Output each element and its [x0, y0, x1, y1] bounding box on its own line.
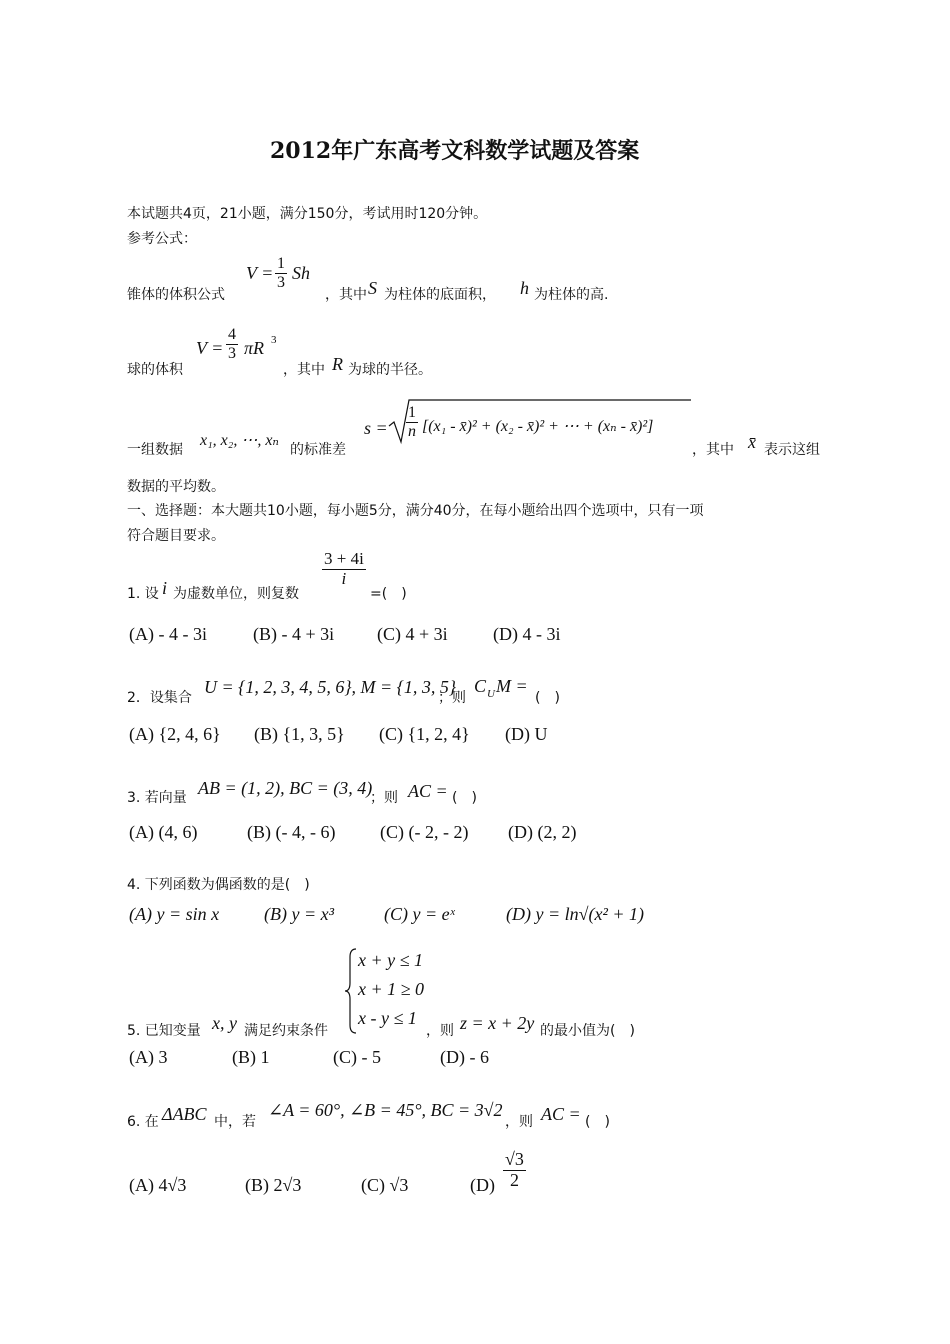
- q1-text-b: 为虚数单位，则复数: [173, 586, 299, 602]
- q5-text-a: 5. 已知变量: [127, 1023, 201, 1039]
- q6-ac: AC =: [541, 1104, 581, 1124]
- q5-text-d: 的最小值为( ): [540, 1023, 635, 1039]
- q3-ac: AC =: [408, 781, 448, 801]
- q6-text-c: ，则: [505, 1114, 533, 1130]
- cone-den: 3: [277, 273, 285, 291]
- q6-option-b[interactable]: (B) 2√3: [245, 1175, 302, 1195]
- cone-text-1: ，其中: [325, 287, 367, 303]
- q5-objective: z = x + 2y: [460, 1013, 535, 1033]
- q3-text-c: ( ): [452, 790, 477, 806]
- q6-optd-num: √3: [505, 1149, 524, 1169]
- page-title: 2012年广东高考文科数学试题及答案: [270, 138, 640, 164]
- q1-text-a: 1. 设: [127, 586, 159, 602]
- sphere-text-2: 为球的半径。: [348, 362, 432, 378]
- q5-option-a[interactable]: (A) 3: [129, 1047, 168, 1067]
- q6-conditions: ∠A = 60°, ∠B = 45°, BC = 3√2: [268, 1100, 503, 1120]
- section1-line1: 一、选择题：本大题共10小题，每小题5分，满分40分，在每小题给出四个选项中，只有一项: [127, 503, 704, 519]
- q5-brace: [344, 947, 358, 1035]
- sphere-text-1: ，其中: [283, 362, 325, 378]
- q6-option-d-fraction[interactable]: [503, 1150, 526, 1191]
- q6-optd-den: 2: [509, 1169, 519, 1190]
- q2-sub: U: [487, 688, 495, 700]
- q4-option-b[interactable]: (B) y = x³: [264, 904, 335, 924]
- stddev-data: x₁, x₂, ⋯, xₙ: [200, 432, 279, 449]
- q4-text: 4. 下列函数为偶函数的是( ): [127, 877, 310, 893]
- q3-option-b[interactable]: (B) (- 4, - 6): [247, 822, 336, 842]
- q6-option-d-label[interactable]: (D): [470, 1175, 495, 1195]
- cone-label: 锥体的体积公式: [127, 287, 225, 303]
- stddev-label: 一组数据: [127, 442, 183, 458]
- stddev-den: n: [408, 422, 416, 440]
- stddev-fraction: [406, 404, 418, 440]
- sphere-formula-lhs: V =: [196, 338, 224, 358]
- q5-constraint-1: x + y ≤ 1: [358, 950, 424, 970]
- q1-option-b[interactable]: (B) - 4 + 3i: [253, 624, 335, 644]
- stddev-num: 1: [408, 404, 416, 421]
- cone-fraction: [275, 255, 287, 291]
- q2-comp-rest: M =: [496, 676, 528, 696]
- q6-triangle: ΔABC: [162, 1104, 207, 1124]
- q1-den: i: [341, 568, 347, 588]
- q5-text-c: ，则: [426, 1023, 454, 1039]
- sphere-formula-rhs: πR: [244, 338, 265, 358]
- q2-option-d[interactable]: (D) U: [505, 724, 548, 744]
- q2-text-c: ( ): [535, 690, 560, 706]
- sphere-den: 3: [228, 344, 236, 362]
- q6-text-b: 中，若: [214, 1114, 256, 1130]
- cone-S: S: [368, 278, 377, 298]
- cone-formula-lhs: V =: [246, 263, 274, 283]
- reference-label: 参考公式：: [127, 231, 197, 247]
- q4-option-c[interactable]: (C) y = eˣ: [384, 904, 455, 924]
- cone-h: h: [520, 278, 529, 298]
- q2-text-a: 2．设集合: [127, 690, 192, 706]
- q3-text-a: 3. 若向量: [127, 790, 187, 806]
- q5-option-b[interactable]: (B) 1: [232, 1047, 270, 1067]
- q4-option-d[interactable]: (D) y = ln√(x² + 1): [506, 904, 645, 924]
- q2-option-b[interactable]: (B) {1, 3, 5}: [254, 724, 345, 744]
- cone-text-2: 为柱体的底面积，: [384, 287, 496, 303]
- cone-formula-rhs: Sh: [292, 263, 310, 283]
- q2-option-c[interactable]: (C) {1, 2, 4}: [379, 724, 470, 744]
- q1-option-d[interactable]: (D) 4 - 3i: [493, 624, 561, 644]
- q1-option-a[interactable]: (A) - 4 - 3i: [129, 624, 207, 644]
- q5-option-c[interactable]: (C) - 5: [333, 1047, 381, 1067]
- q6-text-d: ( ): [585, 1114, 610, 1130]
- q2-set: U = {1, 2, 3, 4, 5, 6}, M = {1, 3, 5}: [204, 677, 457, 697]
- q5-option-d[interactable]: (D) - 6: [440, 1047, 489, 1067]
- q3-vec: AB = (1, 2), BC = (3, 4): [198, 778, 373, 798]
- sphere-fraction: [226, 326, 238, 362]
- q1-i: i: [162, 578, 168, 598]
- stddev-text-2: ，其中: [692, 442, 734, 458]
- intro-text: 本试题共4页，21小题，满分150分，考试用时120分钟。: [127, 206, 488, 222]
- q2-text-b: ；则: [438, 690, 466, 706]
- q5-text-b: 满足约束条件: [244, 1023, 328, 1039]
- sphere-label: 球的体积: [127, 362, 183, 378]
- q6-option-a[interactable]: (A) 4√3: [129, 1175, 187, 1195]
- q3-option-d[interactable]: (D) (2, 2): [508, 822, 577, 842]
- stddev-expr: [(x₁ - x̄)² + (x₂ - x̄)² + ⋯ + (xₙ - x̄)²]: [422, 418, 654, 435]
- stddev-text-3: 表示这组: [764, 442, 820, 458]
- q3-option-c[interactable]: (C) (- 2, - 2): [380, 822, 469, 842]
- stddev-text-1: 的标准差: [290, 442, 346, 458]
- sphere-exp: 3: [271, 334, 277, 346]
- q3-text-b: ；则: [370, 790, 398, 806]
- section1-line2: 符合题目要求。: [127, 528, 225, 544]
- cone-num: 1: [277, 255, 285, 272]
- q1-text-c: =( ): [370, 586, 407, 602]
- stddev-text-4: 数据的平均数。: [127, 479, 225, 495]
- q4-option-a[interactable]: (A) y = sin x: [129, 904, 220, 924]
- q1-option-c[interactable]: (C) 4 + 3i: [377, 624, 448, 644]
- q3-option-a[interactable]: (A) (4, 6): [129, 822, 198, 842]
- stddev-lhs: s =: [364, 418, 388, 438]
- q5-vars: x, y: [212, 1013, 237, 1033]
- q2-option-a[interactable]: (A) {2, 4, 6}: [129, 724, 221, 744]
- sphere-num: 4: [228, 326, 236, 343]
- sphere-R: R: [332, 354, 343, 374]
- q1-num: 3 + 4i: [324, 549, 364, 568]
- stddev-xbar: x̄: [748, 432, 756, 452]
- cone-text-3: 为柱体的高.: [534, 287, 609, 303]
- q5-constraint-2: x + 1 ≥ 0: [358, 979, 425, 999]
- q6-text-a: 6. 在: [127, 1114, 159, 1130]
- q6-option-c[interactable]: (C) √3: [361, 1175, 409, 1195]
- q2-comp: C: [474, 676, 487, 696]
- q5-constraint-3: x - y ≤ 1: [358, 1008, 417, 1028]
- q1-fraction: [322, 550, 366, 588]
